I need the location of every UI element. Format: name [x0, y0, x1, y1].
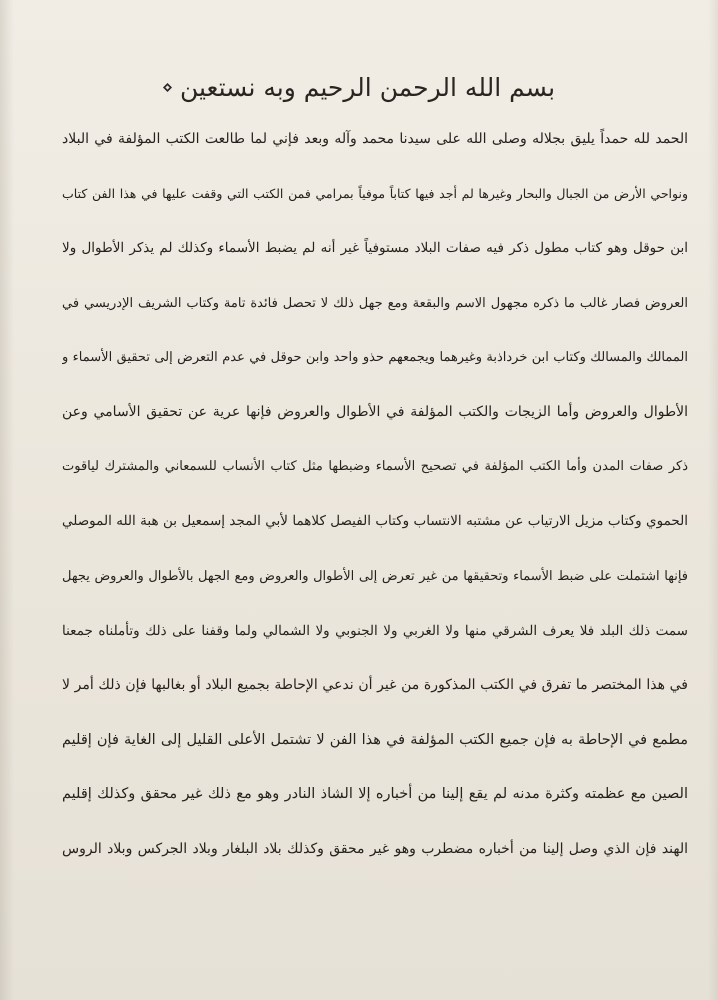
text-line: ونواحي الأرض من الجبال والبحار وغيرها لم أجد فيها كتاباً موفياً بمرامي فمن الكتب التي وقفت عليها في هذا الفن كتاب — [62, 186, 688, 202]
text-line: العروض فصار غالب ما ذكره مجهول الاسم والبقعة ومع جهل ذلك لا تحصل فائدة تامة وكتاب الشريف الإدريسي في — [62, 295, 688, 311]
text-line: ذكر صفات المدن وأما الكتب المؤلفة في تصحيح الأسماء وضبطها مثل كتاب الأنساب للسمعاني والمشترك لياقوت — [62, 459, 688, 475]
page-header — [0, 66, 718, 108]
text-line: مطمع في الإحاطة به فإن جميع الكتب المؤلفة في هذا الفن لا تشتمل الأعلى القليل إلى الغاية فإن إقليم — [62, 731, 688, 748]
text-line: الهند فإن الذي وصل إلينا من أخباره مضطرب وهو غير محقق وكذلك بلاد البلغار وبلاد الجركس وبلاد الروس — [62, 841, 688, 858]
diamond-ornament-icon — [163, 83, 172, 92]
text-line: الصين مع عظمته وكثرة مدنه لم يقع إلينا من أخباره إلا الشاذ النادر وهو مع ذلك غير محقق وكذلك إقليم — [62, 786, 688, 803]
page-edge-shadow — [708, 0, 718, 1000]
text-line: فإنها اشتملت على ضبط الأسماء وتحقيقها من غير تعرض إلى الأطوال والعروض ومع الجهل بالأطوال والعروض يجهل — [62, 568, 688, 584]
text-line: في هذا المختصر ما تفرق في الكتب المذكورة من غير أن ندعي الإحاطة بجميع البلاد أو بغالبها فإن ذلك أمر لا — [62, 677, 688, 694]
text-line: الأطوال والعروض وأما الزيجات والكتب المؤلفة في الأطوال والعروض فإنها عرية عن تحقيق الأسامي وعن — [62, 404, 688, 421]
text-line: الممالك والمسالك وكتاب ابن خرداذبة وغيرهما ويجمعهم حذو واحد وابن حوقل في عدم التعرض إلى تحقيق الأسماء و — [62, 350, 688, 366]
text-line: الحمد لله حمداً يليق بجلاله وصلى الله على سيدنا محمد وآله وبعد فإني لما طالعت الكتب المؤلفة في البلاد — [62, 131, 688, 148]
basmala-heading: بسم الله الرحمن الرحيم وبه نستعين — [179, 72, 556, 102]
text-line: الحموي وكتاب مزيل الارتياب عن مشتبه الانتساب وكتاب الفيصل كلاهما لأبي المجد إسمعيل بن هبة الله الموصلي — [62, 513, 688, 530]
page-gutter-shadow — [0, 0, 14, 1000]
manuscript-body — [62, 112, 688, 876]
text-line: ابن حوقل وهو كتاب مطول ذكر فيه صفات البلاد مستوفياً غير أنه لم يضبط الأسماء وكذلك لم يذكر الأطوال ولا — [62, 240, 688, 257]
text-line: سمت ذلك البلد فلا يعرف الشرقي منها ولا الغربي ولا الجنوبي ولا الشمالي ولما وقفنا على ذلك وتأملناه جمعنا — [62, 622, 688, 639]
